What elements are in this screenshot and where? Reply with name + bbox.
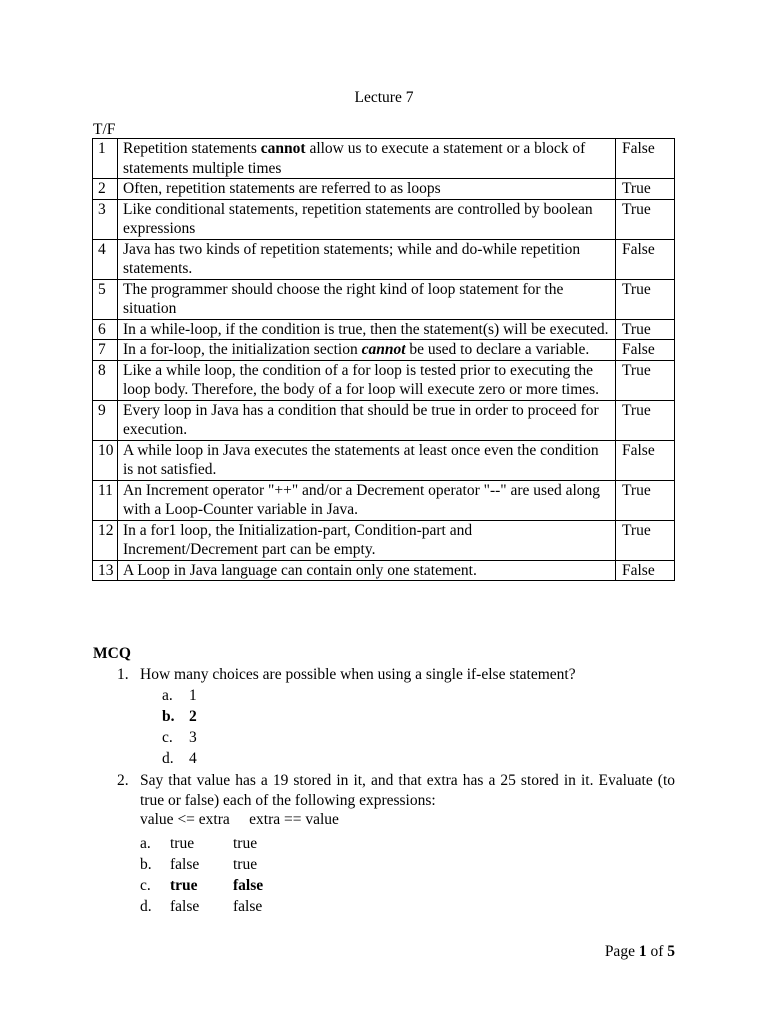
option-value-2: false: [233, 898, 263, 915]
tf-row-answer: True: [616, 520, 675, 560]
option-letter: c.: [162, 729, 173, 746]
tf-row: [93, 139, 675, 179]
tf-row-answer: False: [616, 560, 675, 581]
statement-emphasis: cannot: [260, 140, 306, 157]
statement-text: Like conditional statements, repetition statements are controlled by boolean expressions: [123, 200, 593, 237]
footer-middle: of: [646, 943, 668, 960]
tf-row-number: 3: [93, 199, 118, 239]
mcq-option: [162, 728, 197, 749]
mcq-option: [162, 749, 197, 770]
question-text: How many choices are possible when using a single if-else statement?: [140, 666, 576, 683]
page-title: Lecture 7: [354, 89, 414, 106]
option-value: 2: [189, 708, 197, 725]
tf-row-number: 7: [93, 340, 118, 361]
option-letter: b.: [140, 856, 152, 873]
tf-row-number: 6: [93, 319, 118, 340]
tf-row: [93, 179, 675, 200]
statement-text: A Loop in Java language can contain only one statement.: [123, 561, 477, 579]
tf-row-number: 13: [93, 560, 118, 581]
option-value-1: false: [170, 856, 200, 873]
statement-text: Like a while loop, the condition of a for loop is tested prior to executing the loop body. Therefore, the body of a for loop will execute zero or more times.: [123, 361, 600, 398]
mcq-option: [162, 686, 197, 707]
statement-text: In a for-loop, the initialization section: [123, 341, 362, 358]
statement-text: Java has two kinds of repetition statements; while and do-while repetition statements.: [123, 240, 581, 277]
mcq-section-label: MCQ: [93, 645, 131, 662]
option-value: 1: [189, 687, 197, 704]
tf-row-statement: [118, 560, 616, 581]
tf-row-statement: [118, 480, 616, 520]
tf-row: [93, 480, 675, 520]
tf-row-statement: [118, 319, 616, 340]
statement-text: The programmer should choose the right kind of loop statement for the situation: [123, 280, 564, 317]
option-letter: d.: [162, 750, 174, 767]
tf-row: [93, 340, 675, 361]
tf-row-statement: [118, 279, 616, 319]
statement-emphasis: cannot: [361, 341, 406, 358]
option-letter: b.: [162, 708, 175, 725]
tf-row-answer: False: [616, 440, 675, 480]
question-number: 1.: [117, 666, 129, 683]
option-value: 4: [189, 750, 197, 767]
question-1: [117, 665, 576, 685]
tf-row-answer: True: [616, 179, 675, 200]
option-value-1: false: [170, 898, 200, 915]
tf-row-answer: True: [616, 319, 675, 340]
option-letter: c.: [140, 877, 151, 894]
statement-text: Repetition statements: [123, 140, 261, 157]
question-2-options: [140, 834, 263, 918]
statement-text: allow us to execute a statement or a block of statements multiple times: [123, 140, 586, 177]
tf-row-number: 5: [93, 279, 118, 319]
statement-text: be used to declare a variable.: [405, 341, 590, 358]
tf-row-number: 2: [93, 179, 118, 200]
statement-text: In a for1 loop, the Initialization-part, Condition-part and Increment/Decrement part can be empty.: [123, 521, 473, 558]
tf-row-number: 4: [93, 239, 118, 279]
tf-row: [93, 199, 675, 239]
mcq-option: [140, 834, 263, 855]
tf-row: [93, 560, 675, 581]
statement-text: An Increment operator "++" and/or a Decrement operator "--" are used along with a Loop-Counter variable in Java.: [123, 481, 601, 518]
tf-row: [93, 360, 675, 400]
tf-row-number: 11: [93, 480, 118, 520]
statement-text: Every loop in Java has a condition that should be true in order to proceed for execution.: [123, 401, 599, 438]
total-pages: 5: [667, 943, 675, 960]
statement-text: A while loop in Java executes the statements at least once even the condition is not satisfied.: [123, 441, 599, 478]
tf-row-statement: [118, 179, 616, 200]
tf-row-answer: True: [616, 279, 675, 319]
tf-row-answer: True: [616, 199, 675, 239]
tf-row-number: 12: [93, 520, 118, 560]
question-expressions: value <= extra extra == value: [140, 811, 339, 828]
tf-row: [93, 520, 675, 560]
statement-text: In a while-loop, if the condition is true, then the statement(s) will be executed.: [123, 320, 609, 338]
option-value-2: true: [233, 856, 258, 873]
footer-prefix: Page: [604, 943, 639, 960]
page-footer: [605, 942, 675, 962]
question-number: 2.: [117, 772, 129, 789]
tf-row-statement: [118, 400, 616, 440]
tf-row-answer: False: [616, 340, 675, 361]
tf-row: [93, 440, 675, 480]
mcq-option: [162, 707, 197, 728]
option-value: 3: [189, 729, 197, 746]
tf-row: [93, 239, 675, 279]
tf-table: [92, 138, 675, 581]
statement-text: Often, repetition statements are referred to as loops: [123, 180, 441, 197]
option-value-1: true: [170, 835, 195, 852]
mcq-option: [140, 855, 263, 876]
option-letter: a.: [162, 687, 173, 704]
tf-section-label: T/F: [93, 121, 116, 138]
tf-row-number: 8: [93, 360, 118, 400]
tf-row: [93, 319, 675, 340]
tf-row-number: 10: [93, 440, 118, 480]
tf-row-statement: [118, 340, 616, 361]
question-2: [117, 771, 677, 828]
tf-row-answer: True: [616, 400, 675, 440]
question-1-options: [162, 686, 197, 770]
mcq-option: [140, 897, 263, 918]
option-value-2: true: [233, 835, 258, 852]
option-value-1: true: [170, 877, 198, 894]
tf-row-statement: [118, 199, 616, 239]
tf-row-answer: True: [616, 480, 675, 520]
tf-row: [93, 279, 675, 319]
option-value-2: false: [233, 877, 264, 894]
option-letter: a.: [140, 835, 151, 852]
tf-row-number: 1: [93, 139, 118, 179]
tf-row: [93, 400, 675, 440]
tf-row-statement: [118, 360, 616, 400]
tf-row-statement: [118, 139, 616, 179]
current-page: 1: [638, 943, 647, 960]
tf-row-statement: [118, 239, 616, 279]
tf-row-answer: True: [616, 360, 675, 400]
option-letter: d.: [140, 898, 152, 915]
tf-row-statement: [118, 440, 616, 480]
tf-row-number: 9: [93, 400, 118, 440]
mcq-option: [140, 876, 263, 897]
question-text: Say that value has a 19 stored in it, and that extra has a 25 stored in it. Evaluate (to true or false) each of the following expressions:: [140, 772, 675, 809]
tf-row-answer: False: [616, 239, 675, 279]
tf-row-statement: [118, 520, 616, 560]
tf-row-answer: False: [616, 139, 675, 179]
